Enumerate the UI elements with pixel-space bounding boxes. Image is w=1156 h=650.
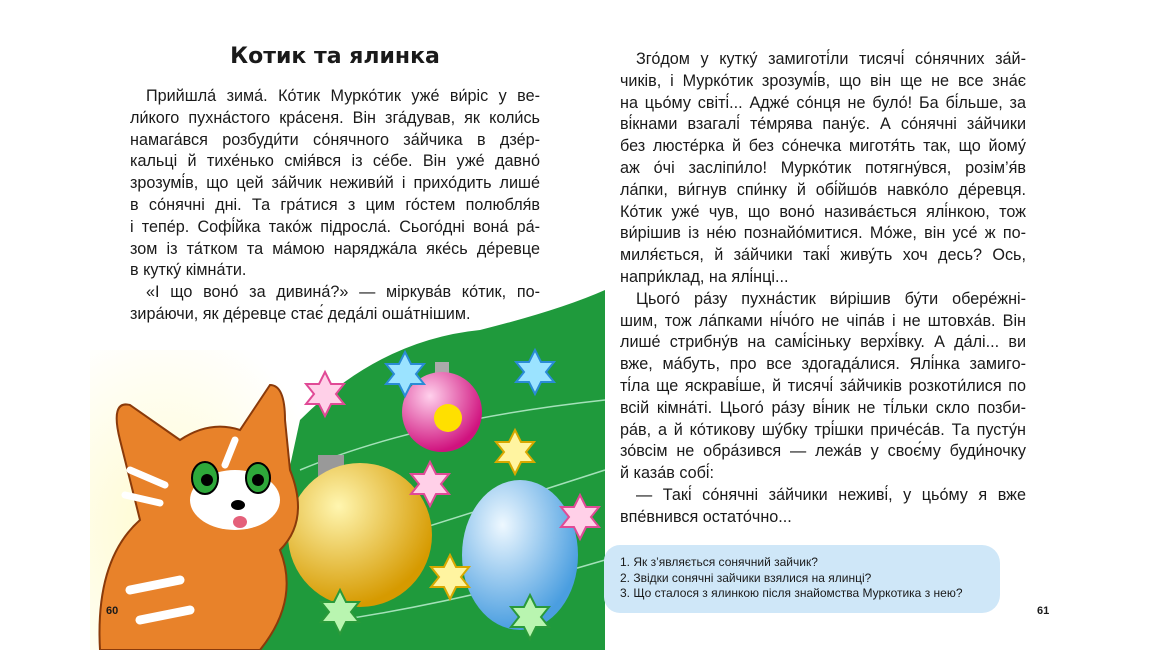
story-title: Котик та ялинка: [230, 44, 440, 69]
text-line: ра́в, а й ко́тикову шу́бку трі́шки приче́са́в. Та пусту́н: [620, 420, 1026, 439]
text-line: ли́кого пухна́стого кра́сеня. Він зга́дував, як коли́сь: [130, 108, 540, 127]
text-line: впе́внився остато́чно...: [620, 507, 792, 526]
text-line: Зго́дом у кутку́ замиготі́ли тисячі́ со́нячних за́й-: [636, 50, 1026, 68]
text-line: на цьо́му світі́... Адже́ со́нця не було́! Ба бі́льше, за: [620, 93, 1026, 112]
text-line: й каза́в собі́:: [620, 464, 714, 483]
text-line: зом із та́тком та ма́мою наряджа́ла яке́сь де́ревце: [130, 239, 540, 258]
question-1: 1. Як з’являється сонячний зайчик?: [620, 555, 818, 569]
text-line: «І що воно́ за дивина́?» — міркува́в ко́тик, по-: [146, 283, 540, 302]
text-line: аж о́чі засліпи́ло! Мурко́тик потягну́вся, розім’я́в: [620, 158, 1026, 177]
text-line: всій кімна́ті. Цього́ ра́зу ві́ник не ті́льки скло позби-: [620, 398, 1026, 417]
text-line: зира́ючи, як де́ревце стає́ деда́лі оша́тнішим.: [130, 304, 471, 323]
text-line: чиків, і Мурко́тик зрозумі́в, що він ще не все зна́є: [620, 71, 1026, 90]
text-line: намага́вся розбуди́ти со́нячного за́йчика в дзе́р-: [130, 130, 540, 149]
text-line: зрозумі́в, що цей за́йчик неживи́й і прихо́дить лише́: [130, 174, 540, 193]
page-number-right: 61: [1037, 605, 1050, 617]
text-line: в кутку́ кімна́ти.: [130, 261, 247, 280]
text-line: і тепе́р. Софі́йка тако́ж підросла́. Сього́дні вона́ ра́-: [130, 217, 540, 236]
question-2: 2. Звідки сонячні зайчики взялися на ялинці?: [620, 570, 872, 585]
text-line: ві́кнами взагалі́ те́мрява пану́є. А со́нячні за́йчики: [620, 115, 1026, 134]
text-line: миля́ється, й за́йчики такі́ живу́ть хоч десь? Ось,: [620, 246, 1026, 265]
text-line: без люсте́рка й без со́нечка миготя́ть так, що йому́: [620, 137, 1026, 156]
right-page-text: [620, 49, 1026, 529]
page-number-left: 60: [106, 605, 119, 617]
text-line: кальці й тихе́нько смія́вся із се́бе. Він уже́ давно́: [130, 152, 540, 171]
questions-box: [604, 545, 1000, 613]
text-line: в со́нячні дні. Та гра́тися з цим го́стем полюбля́в: [130, 195, 540, 214]
text-line: лише́ стрибну́в на самі́сіньку верхі́вку. А да́лі... ви: [620, 333, 1026, 352]
text-line: — Такі́ со́нячні за́йчики неживі́, у цьо́му я вже: [636, 485, 1026, 504]
question-3: 3. Що сталося з ялинкою після знайомства Муркотика з нею?: [620, 586, 963, 600]
text-line: ви́рішив із не́ю познайо́митися. Мо́же, він усе́ ж по-: [620, 224, 1026, 243]
text-line: Прийшла́ зима́. Ко́тик Мурко́тик уже́ ви́ріс у ве-: [146, 87, 540, 105]
text-line: Ко́тик уже́ чув, що воно́ назива́ється ялі́нкою, тож: [620, 202, 1026, 221]
text-line: напри́клад, на ялі́нці...: [620, 267, 789, 286]
text-line: ті́ла ще яскраві́ше, й тисячі́ за́йчиків розкоти́лися по: [620, 376, 1026, 395]
text-line: шим, тож ла́пками ні́чо́го не чіпа́в і не штовха́в. Він: [620, 311, 1026, 330]
text-line: Цього́ ра́зу пухна́стик ви́рішив бу́ти обере́жні-: [636, 289, 1026, 308]
text-line: зо́всім не обра́зився — лежа́в у своє́му буди́ночку: [620, 442, 1026, 461]
text-line: ла́пки, ви́гнув спи́нку й обі́йшо́в навко́ло де́ревця.: [620, 180, 1026, 199]
left-page-text: [130, 86, 540, 326]
text-line: вже, ма́буть, про все здогада́лися. Ялі́нка замиго-: [620, 355, 1026, 374]
